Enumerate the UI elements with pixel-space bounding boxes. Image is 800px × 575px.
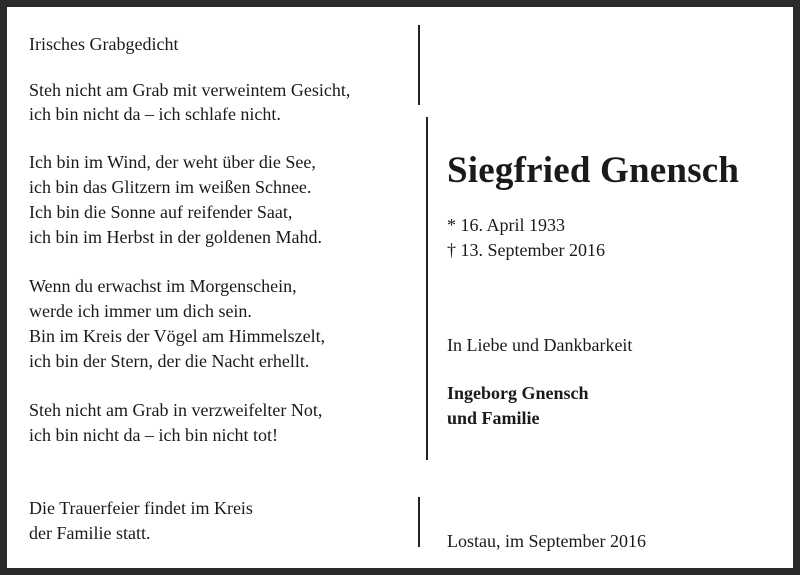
poem-line: ich bin im Herbst in der goldenen Mahd. bbox=[29, 227, 322, 247]
funeral-note-line: der Familie statt. bbox=[29, 523, 151, 543]
death-date: † 13. September 2016 bbox=[447, 240, 605, 260]
poem-line: Ich bin im Wind, der weht über die See, bbox=[29, 152, 316, 172]
poem-line: Bin im Kreis der Vögel am Himmelszelt, bbox=[29, 326, 326, 346]
poem-line: werde ich immer um dich sein. bbox=[29, 301, 252, 321]
poem-line: Wenn du erwachst im Morgenschein, bbox=[29, 276, 297, 296]
poem-title: Irisches Grabgedicht bbox=[29, 34, 179, 54]
divider-middle bbox=[426, 117, 428, 460]
poem-line: Steh nicht am Grab mit verweintem Gesicht, bbox=[29, 80, 351, 100]
divider-top bbox=[418, 25, 420, 105]
funeral-note-line: Die Trauerfeier findet im Kreis bbox=[29, 498, 253, 518]
divider-bottom bbox=[418, 497, 420, 547]
poem-line: ich bin der Stern, der die Nacht erhellt. bbox=[29, 351, 310, 371]
mourner-name: Ingeborg Gnensch bbox=[447, 383, 589, 403]
mourners-intro: In Liebe und Dankbarkeit bbox=[447, 335, 633, 355]
poem-line: ich bin nicht da – ich bin nicht tot! bbox=[29, 425, 278, 445]
place-date: Lostau, im September 2016 bbox=[447, 531, 646, 551]
poem-line: ich bin das Glitzern im weißen Schnee. bbox=[29, 177, 312, 197]
birth-date: * 16. April 1933 bbox=[447, 215, 566, 235]
poem-line: ich bin nicht da – ich schlafe nicht. bbox=[29, 104, 281, 124]
poem-line: Ich bin die Sonne auf reifender Saat, bbox=[29, 202, 293, 222]
deceased-name: Siegfried Gnensch bbox=[447, 150, 740, 191]
poem-line: Steh nicht am Grab in verzweifelter Not, bbox=[29, 400, 323, 420]
mourner-family: und Familie bbox=[447, 408, 540, 428]
